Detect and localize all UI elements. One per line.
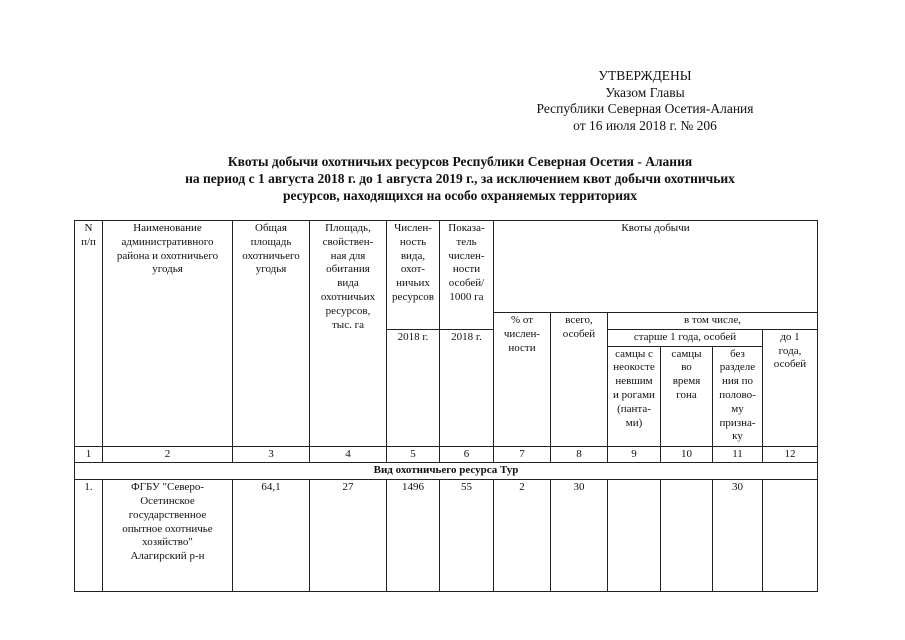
row-area-habitat: 27: [310, 480, 387, 592]
column-number: 11: [713, 446, 763, 463]
quota-table: [74, 220, 818, 592]
approval-line-approved: УТВЕРЖДЕНЫ: [598, 68, 692, 83]
header-name: Наименование административного района и охотничьего угодья: [103, 221, 233, 447]
column-number: 12: [763, 446, 818, 463]
column-number: 3: [233, 446, 310, 463]
row-population: 1496: [387, 480, 440, 592]
column-number: 9: [608, 446, 661, 463]
title-line-2: на период с 1 августа 2018 г. до 1 августа 2019 г., за исключением квот добычи охотничьих: [185, 171, 735, 186]
column-number: 6: [440, 446, 494, 463]
header-area-total: Общая площадь охотничьего угодья: [233, 221, 310, 447]
approval-stamp: [500, 68, 790, 134]
column-number: 5: [387, 446, 440, 463]
title-line-1: Квоты добычи охотничьих ресурсов Республики Северная Осетия - Алания: [227, 154, 693, 169]
row-name: ФГБУ "Северо- Осетинское государственное опытное охотничье хозяйство" Алагирский р-н: [103, 480, 233, 592]
header-population: Числен- ность вида, охот- ничьих ресурсов: [387, 221, 440, 330]
header-including: в том числе,: [608, 313, 818, 330]
row-density: 55: [440, 480, 494, 592]
approval-line-decree: Указом Главы: [605, 84, 685, 100]
row-total: 30: [551, 480, 608, 592]
title-line-3: ресурсов, находящихся на особо охраняемых территориях: [282, 188, 638, 203]
row-males-rut: [661, 480, 713, 592]
row-num: 1.: [75, 480, 103, 592]
table-row: [75, 480, 818, 592]
header-quotas: Квоты добычи: [494, 221, 818, 313]
column-number: 8: [551, 446, 608, 463]
column-number: 4: [310, 446, 387, 463]
header-older: старше 1 года, особей: [608, 329, 763, 346]
header-males-antlers: самцы с неокосте невшим и рогами (панта- ми): [608, 346, 661, 446]
header-area-habitat: Площадь, свойствен- ная для обитания вида охотничьих ресурсов, тыс. га: [310, 221, 387, 447]
column-number: 10: [661, 446, 713, 463]
header-density-year: 2018 г.: [440, 329, 494, 446]
column-number: 1: [75, 446, 103, 463]
row-percent: 2: [494, 480, 551, 592]
header-males-rut: самцы во время гона: [661, 346, 713, 446]
column-number: 2: [103, 446, 233, 463]
column-number-row: [75, 446, 818, 463]
document-title: [90, 153, 830, 204]
row-males-antlers: [608, 480, 661, 592]
approval-line-republic: Республики Северная Осетия-Алания: [536, 101, 754, 116]
header-no-sex: без разделе ния по полово- му призна- ку: [713, 346, 763, 446]
row-under-one: [763, 480, 818, 592]
header-under-one: до 1 года, особей: [763, 329, 818, 446]
header-density: Показа- тель числен- ности особей/ 1000 га: [440, 221, 494, 330]
header-total: всего, особей: [551, 313, 608, 447]
section-title: Вид охотничьего ресурса Тур: [75, 463, 818, 480]
row-no-sex: 30: [713, 480, 763, 592]
header-percent: % от числен- ности: [494, 313, 551, 447]
row-area-total: 64,1: [233, 480, 310, 592]
header-population-year: 2018 г.: [387, 329, 440, 446]
column-number: 7: [494, 446, 551, 463]
header-num: N п/п: [75, 221, 103, 447]
approval-line-date: от 16 июля 2018 г. № 206: [573, 117, 717, 133]
